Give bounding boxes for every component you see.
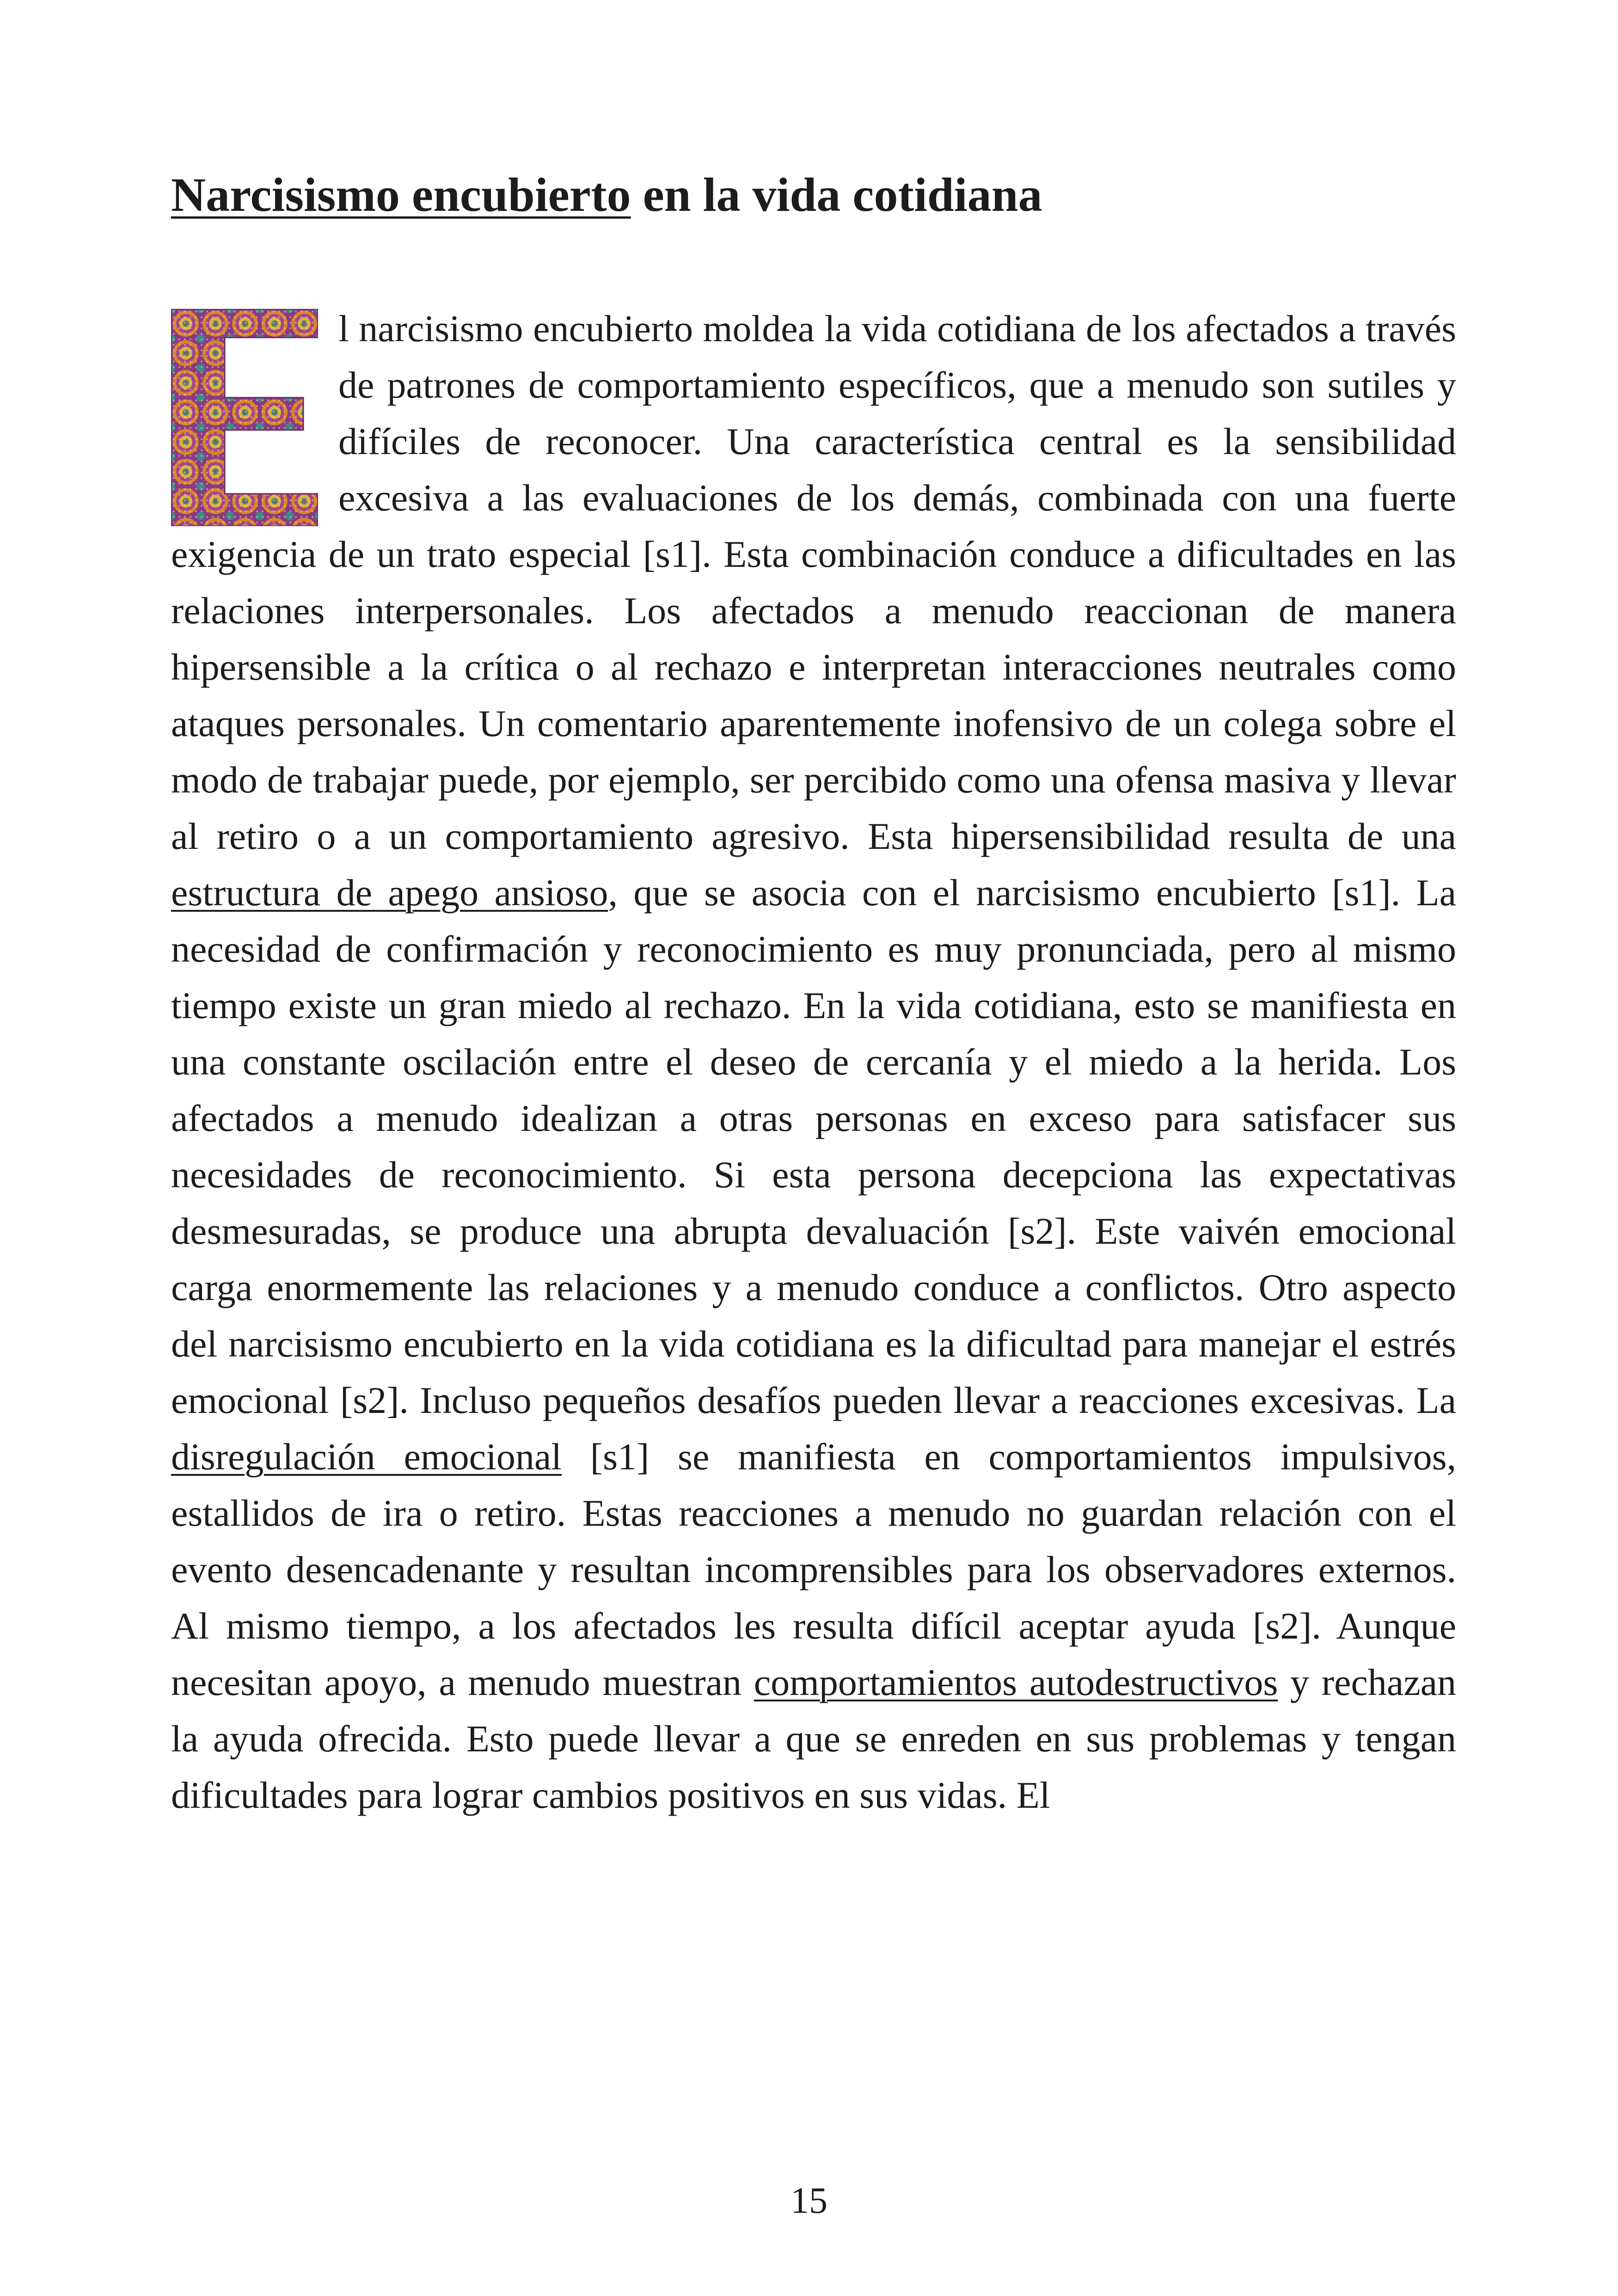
paragraph-text-2: , que se asocia con el narcisismo encubierto [s1]. La necesidad de confirmación y reconocimiento es muy pronunciada, pero al mismo tiempo existe un gran miedo al rechazo. En la vida cotidiana, esto se manifiesta en una constante oscilación entre el deseo de cercanía y el miedo a la herida. Los afectados a menudo idealizan a otras personas en exceso para satisfacer sus necesidades de reconocimiento. Si esta persona decepciona las expectativas desmesuradas, se produce una abrupta devaluación [s2]. Este vaivén emocional carga enormemente las relaciones y a menudo conduce a conflictos. Otro aspecto del narcisismo encubierto en la vida cotidiana es la dificultad para manejar el estrés emocional [s2]. Incluso pequeños desafíos pueden llevar a reacciones excesivas. La	[171, 871, 1456, 1421]
paragraph-text-3: [s1] se manifiesta en comportamientos impulsivos, estallidos de ira o retiro. Estas reacciones a menudo no guardan relación con el evento desencadenante y resultan incomprensibles para los observadores externos. Al mismo tiempo, a los afectados les resulta difícil aceptar ayuda [s2]. Aunque necesitan apoyo, a menudo muestran	[171, 1435, 1456, 1703]
linked-term-attachment[interactable]: estructura de apego ansioso	[171, 871, 608, 914]
heading-underlined-term: Narcisismo encubierto	[171, 168, 631, 221]
section-heading	[171, 166, 1456, 224]
body-paragraph	[171, 301, 1456, 1823]
paragraph-text-1: l narcisismo encubierto moldea la vida cotidiana de los afectados a través de patrones de comportamiento específicos, que a menudo son sutiles y difíciles de reconocer. Una característica central es la sensibilidad excesiva a las evaluaciones de los demás, combinada con una fuerte exigencia de un trato especial [s1]. Esta combinación conduce a dificultades en las relaciones interpersonales. Los afectados a menudo reaccionan de manera hipersensible a la crítica o al rechazo e interpretan interacciones neutrales como ataques personales. Un comentario aparentemente inofensivo de un colega sobre el modo de trabajar puede, por ejemplo, ser percibido como una ofensa masiva y llevar al retiro o a un comportamiento agresivo. Esta hipersensibilidad resulta de una	[171, 307, 1456, 857]
page-number: 15	[791, 2180, 827, 2221]
linked-term-self-destructive[interactable]: comportamientos autodestructivos	[754, 1661, 1278, 1703]
decorative-dropcap-e	[171, 309, 318, 526]
paragraph-text-4: y rechazan la ayuda ofrecida. Esto puede llevar a que se enreden en sus problemas y tengan dificultades para lograr cambios positivos en sus vidas. El	[171, 1661, 1456, 1816]
page-content	[171, 166, 1456, 1823]
heading-rest: en la vida cotidiana	[631, 168, 1042, 221]
linked-term-dysregulation[interactable]: disregulación emocional	[171, 1435, 562, 1478]
